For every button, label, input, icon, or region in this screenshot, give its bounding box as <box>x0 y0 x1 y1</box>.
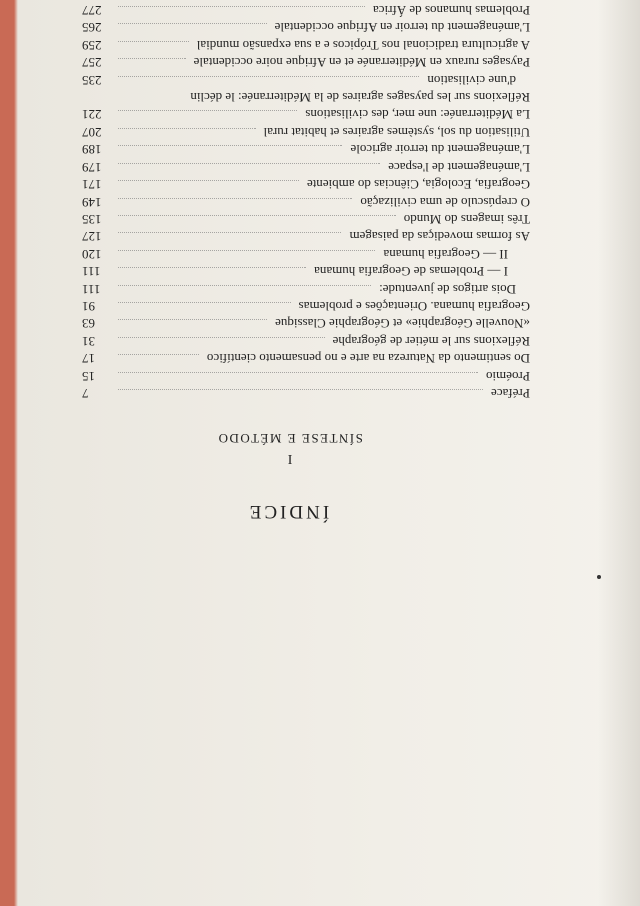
table-of-contents <box>82 2 530 522</box>
part-number: I <box>287 451 293 466</box>
toc-entry-page: 179 <box>82 159 102 175</box>
page-title: ÍNDICE <box>246 501 330 522</box>
dot-leader <box>118 58 186 59</box>
toc-entry-label: Paysages ruraux en Méditerranée et en Afrique noire occidentale <box>193 55 530 71</box>
toc-entry <box>82 193 530 210</box>
part-title: SÍNTESE E MÉTODO <box>217 431 363 446</box>
toc-entry <box>82 124 530 141</box>
toc-entry-page: 221 <box>82 107 102 123</box>
dot-leader <box>118 250 375 251</box>
toc-entry <box>82 106 530 123</box>
toc-entry-page: 277 <box>82 3 102 19</box>
toc-entry-label: O crepúsculo de uma civilização <box>360 194 530 210</box>
toc-entry-label: I — Problemas de Geografia humana <box>314 264 508 280</box>
toc-entry-label: Do sentimento da Natureza na arte e no pensamento científico <box>206 351 530 367</box>
dot-leader <box>118 319 267 320</box>
dot-leader <box>118 76 419 77</box>
toc-entry-label: Réflexions sur les paysages agraires de la Méditerranée: le déclin <box>190 90 530 106</box>
dot-leader <box>118 267 306 268</box>
toc-entry-page: 7 <box>82 386 89 401</box>
toc-entry-page: 111 <box>82 264 101 280</box>
toc-entry-label: Utilisation du sol, systèmes agraires et habitat rural <box>263 124 530 140</box>
toc-entry <box>82 158 530 175</box>
toc-entry-label: L'aménagement du terroir agricole <box>350 142 530 158</box>
toc-entry <box>82 298 530 315</box>
dot-leader <box>118 128 256 129</box>
toc-entry-label: II — Geografia humana <box>383 246 508 262</box>
toc-list <box>82 2 530 402</box>
dot-leader <box>118 23 267 24</box>
toc-entry <box>82 245 530 262</box>
toc-entry-page: 127 <box>82 229 102 245</box>
toc-entry-page: 235 <box>82 72 102 88</box>
toc-entry <box>82 2 530 19</box>
dot-leader <box>118 354 199 355</box>
dot-leader <box>118 232 341 233</box>
toc-entry <box>82 141 530 158</box>
toc-entry <box>82 385 530 402</box>
toc-entry <box>82 19 530 36</box>
dot-leader <box>118 41 189 42</box>
toc-entry-page: 31 <box>82 333 95 349</box>
toc-entry-page: 189 <box>82 142 102 158</box>
toc-entry-label: L'aménagement de l'espace <box>388 159 530 175</box>
toc-entry-label: As formas movediças da paisagem <box>349 229 530 245</box>
toc-entry <box>82 89 530 106</box>
toc-entry-page: 135 <box>82 211 102 227</box>
dot-leader <box>118 145 342 146</box>
toc-entry <box>82 367 530 384</box>
toc-entry-page: 17 <box>82 351 95 367</box>
toc-entry-page: 259 <box>82 37 102 53</box>
toc-entry-label: Réflexions sur le métier de géographe <box>332 333 530 349</box>
dot-leader <box>118 389 483 390</box>
dot-leader <box>118 215 396 216</box>
toc-entry-label: Proémio <box>485 368 530 384</box>
dot-leader <box>118 6 365 7</box>
toc-entry-page: 91 <box>82 298 95 314</box>
toc-entry-label: Geografia, Ecologia, Ciências do ambiente <box>306 177 530 193</box>
page-edge-shadow <box>598 0 640 906</box>
toc-entry <box>82 332 530 349</box>
toc-entry-page: 120 <box>82 246 102 262</box>
toc-entry-label: Três imagens do Mundo <box>403 211 530 227</box>
toc-entry-page: 149 <box>82 194 102 210</box>
toc-entry-label: A agricultura tradicional nos Trópicos e a sua expansão mundial <box>196 37 530 53</box>
dot-leader <box>118 302 291 303</box>
dot-leader <box>118 285 371 286</box>
toc-entry-label: La Méditerranée: une mer, des civilisations <box>305 107 530 123</box>
toc-entry-label: Geografia humana. Orientações e problemas <box>298 298 530 314</box>
toc-entry <box>82 280 530 297</box>
toc-entry-label: d'une civilisation <box>427 72 516 88</box>
toc-entry-page: 15 <box>82 368 95 384</box>
toc-entry <box>82 71 530 88</box>
dot-leader <box>118 372 478 373</box>
toc-entry-page: 171 <box>82 177 102 193</box>
toc-entry-page: 265 <box>82 20 102 36</box>
toc-entry-label: «Nouvelle Géographie» et Géographie Classique <box>275 316 530 332</box>
toc-entry-label: Dois artigos de juventude: <box>379 281 516 297</box>
toc-entry <box>82 54 530 71</box>
toc-entry-page: 257 <box>82 55 102 71</box>
toc-entry-label: Problemas humanos de África <box>372 3 530 19</box>
dot-leader <box>118 163 380 164</box>
toc-entry-page: 63 <box>82 316 95 332</box>
toc-entry <box>82 211 530 228</box>
toc-entry <box>82 228 530 245</box>
toc-entry-page: 207 <box>82 124 102 140</box>
dot-leader <box>118 111 297 112</box>
toc-entry <box>82 36 530 53</box>
toc-entry <box>82 263 530 280</box>
toc-entry-page: 111 <box>82 281 101 297</box>
dot-leader <box>118 337 325 338</box>
toc-entry-label: Préface <box>491 386 530 401</box>
toc-entry <box>82 350 530 367</box>
toc-entry-label: L'aménagement du terroir en Afrique occidentale <box>274 20 530 36</box>
toc-entry <box>82 176 530 193</box>
dot-leader <box>118 198 352 199</box>
dot-leader <box>118 180 299 181</box>
toc-entry <box>82 315 530 332</box>
